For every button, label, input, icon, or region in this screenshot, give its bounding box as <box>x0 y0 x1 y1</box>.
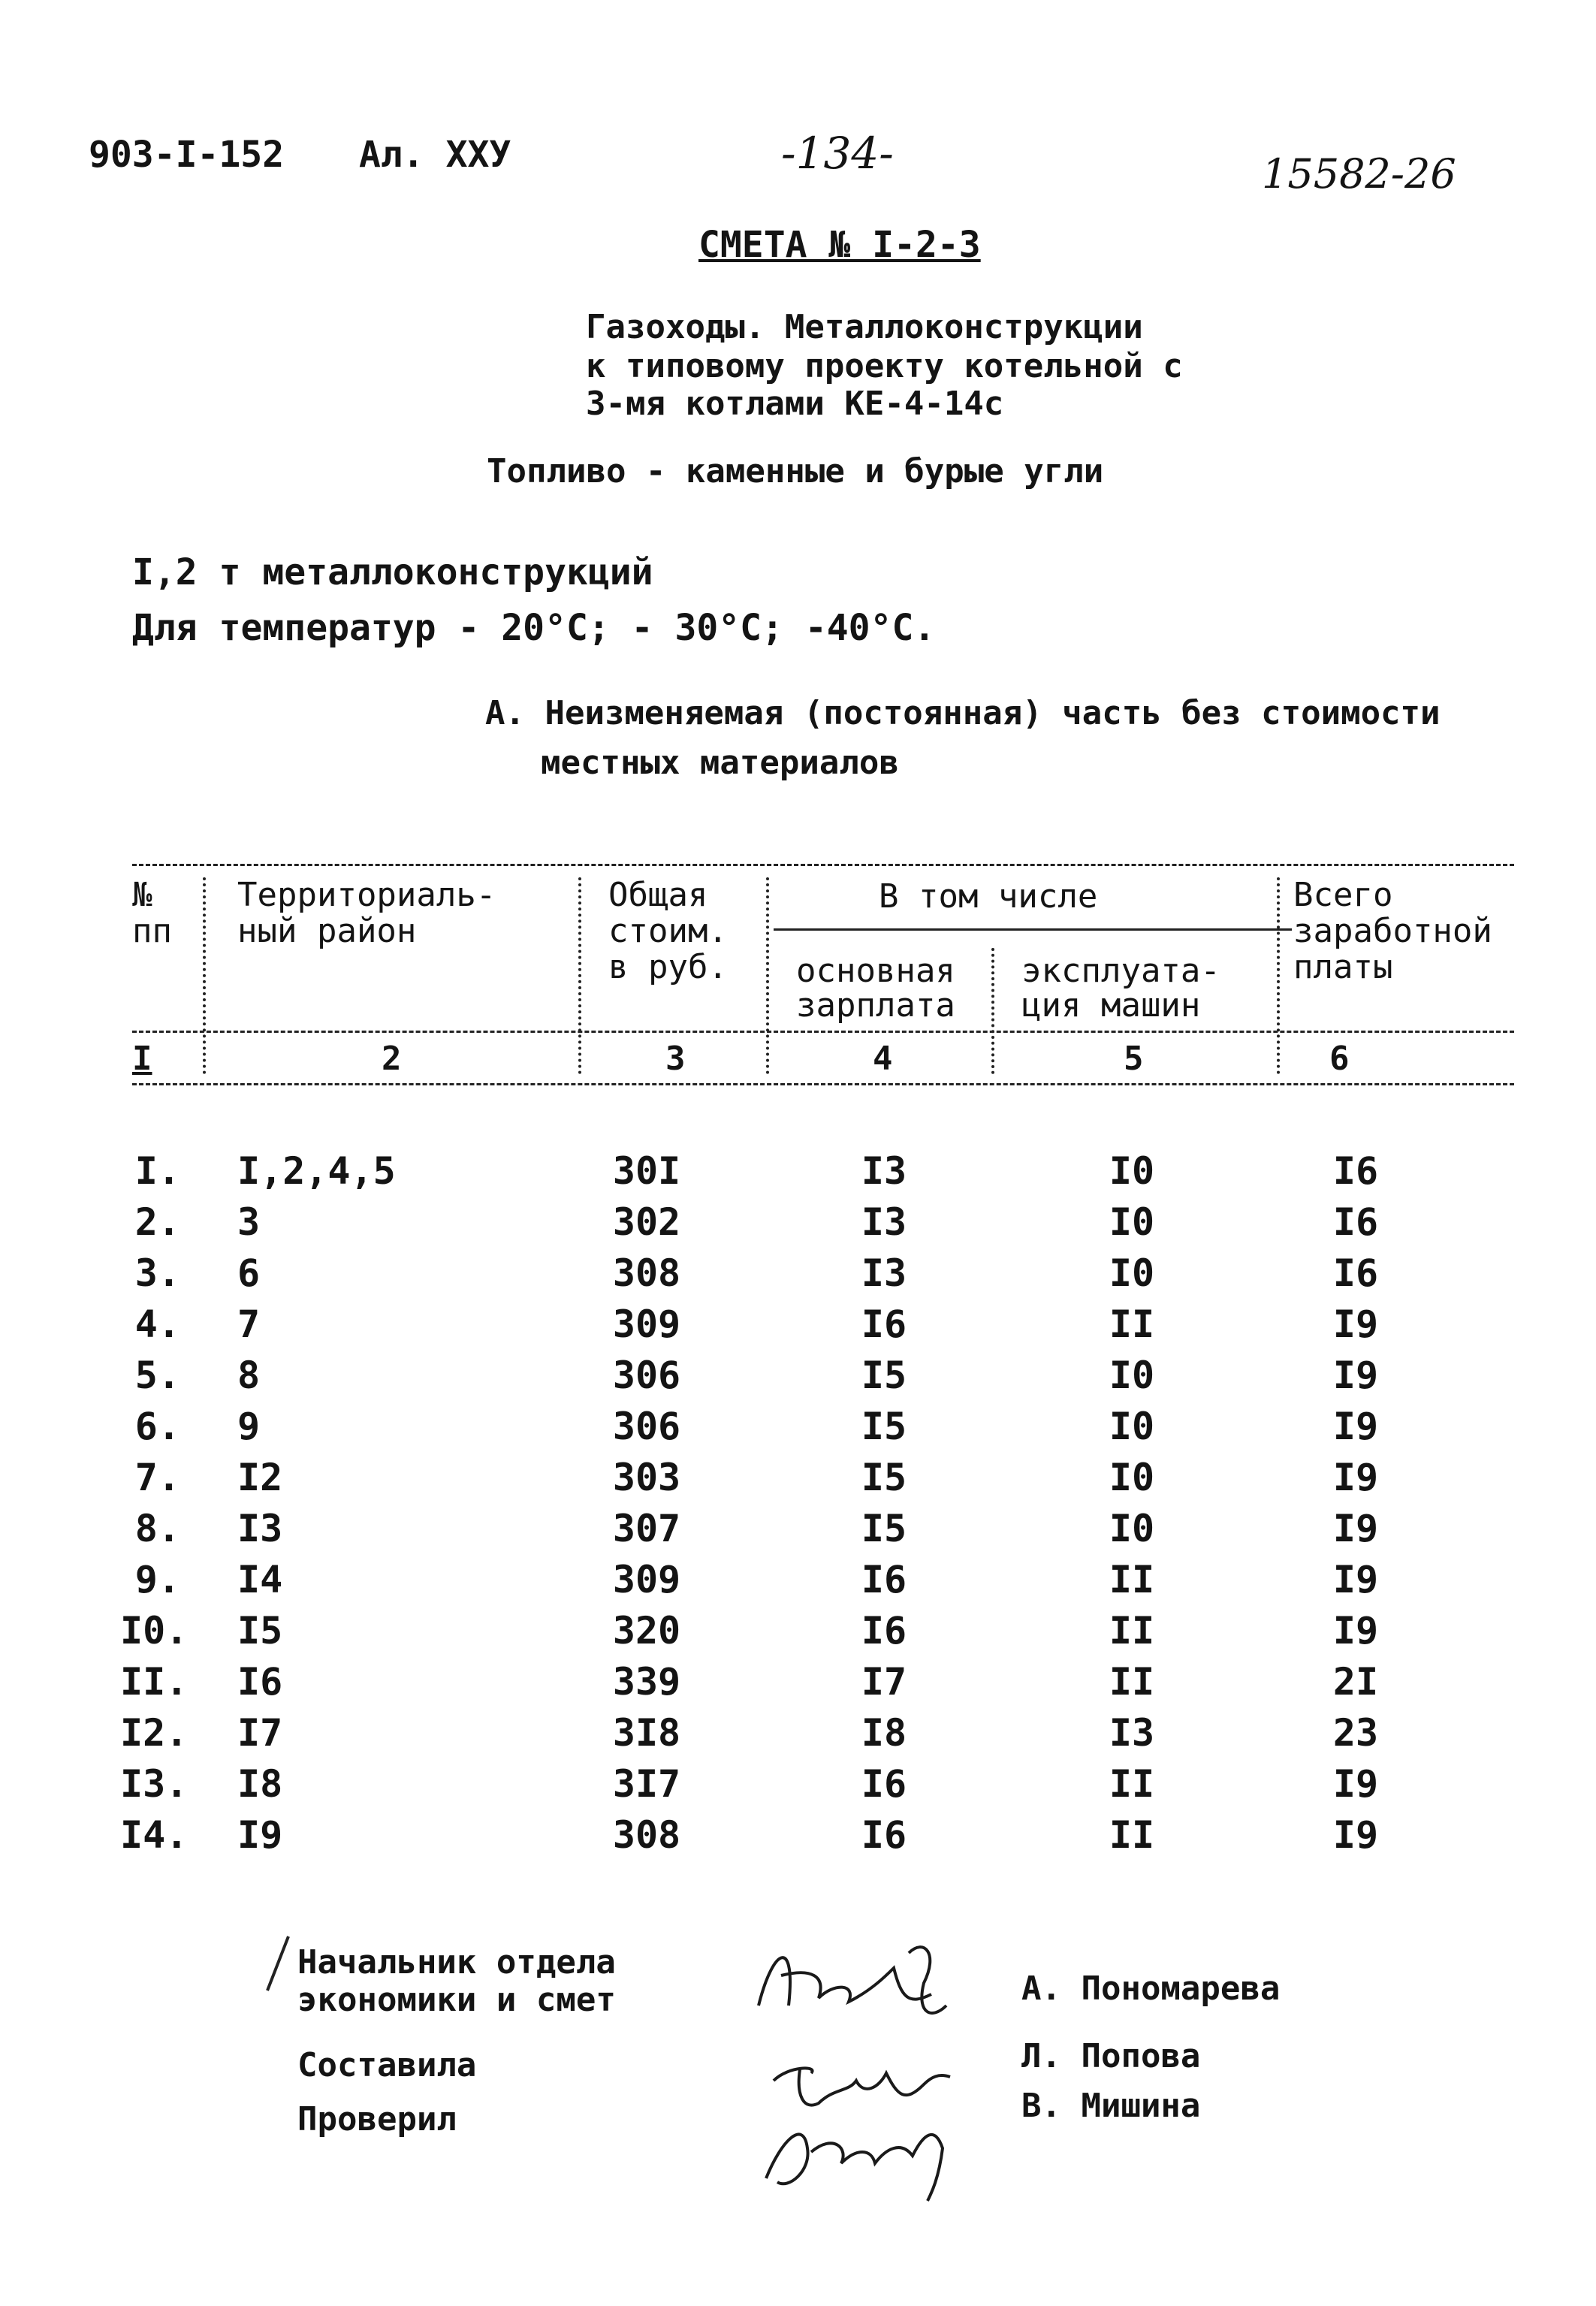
table-row: II. I6 339 I7 II 2I <box>120 1660 1379 1704</box>
table-row: I0. I5 320 I6 II I9 <box>120 1609 1379 1653</box>
album-number: Ал. XXУ <box>359 134 511 176</box>
name-1: А. Пономарева <box>1021 1969 1281 2008</box>
mass-line: I,2 т металлоконструкций <box>132 551 653 593</box>
role-checked: Проверил <box>297 2100 457 2138</box>
table-row: 2. 3 302 I3 I0 I6 <box>134 1200 1379 1244</box>
handwritten-signatures <box>744 1923 969 2208</box>
header-group-label: В том числе <box>879 877 1098 916</box>
subject-line-3: 3-мя котлами КЕ-4-14с <box>586 385 1004 423</box>
column-number-rule <box>132 1083 1514 1085</box>
header-separator <box>766 877 769 1074</box>
table-row: 7. I2 303 I5 I0 I9 <box>134 1456 1379 1499</box>
fuel-line: Топливо - каменные и бурые угли <box>487 452 1104 490</box>
archive-number: 15582-26 <box>1262 150 1456 198</box>
doc-code: 903-I-152 <box>89 134 285 176</box>
subject-line-1: Газоходы. Металлоконструкции <box>586 308 1143 346</box>
name-2: Л. Попова <box>1021 2037 1201 2075</box>
table-top-rule <box>132 864 1514 866</box>
table-row: I4. I9 308 I6 II I9 <box>120 1813 1379 1857</box>
slash-mark <box>263 1933 293 1994</box>
header-col-region: Территориаль- ный район <box>237 876 496 950</box>
column-number-1: I <box>132 1040 152 1078</box>
table-row: 3. 6 308 I3 I0 I6 <box>134 1251 1379 1295</box>
header-separator <box>203 877 206 1074</box>
role-compiled: Составила <box>297 2046 477 2084</box>
table-row: 9. I4 309 I6 II I9 <box>134 1558 1379 1601</box>
header-group-rule <box>774 928 1292 931</box>
section-line-2: местных материалов <box>541 744 899 782</box>
header-col-total: Общая стоим. в руб. <box>608 876 728 986</box>
table-row: 8. I3 307 I5 I0 I9 <box>134 1507 1379 1550</box>
column-number-3: 3 <box>665 1040 686 1078</box>
column-number-2: 2 <box>382 1040 402 1078</box>
header-separator <box>991 948 994 1074</box>
table-row: I3. I8 3I7 I6 II I9 <box>120 1762 1379 1806</box>
table-row: 6. 9 306 I5 I0 I9 <box>134 1405 1379 1448</box>
subject-line-2: к типовому проекту котельной с <box>586 347 1183 385</box>
role-head-of-department: Начальник отдела экономики и смет <box>297 1943 616 2019</box>
section-line-1: А. Неизменяемая (постоянная) часть без стоимости <box>485 694 1441 732</box>
header-col-number: № пп <box>132 876 172 950</box>
header-separator <box>578 877 581 1074</box>
column-number-5: 5 <box>1124 1040 1144 1078</box>
name-3: В. Мишина <box>1021 2087 1201 2125</box>
smeta-title: СМЕТА № I-2-3 <box>698 224 981 266</box>
header-col-machines: эксплуата- ция машин <box>1021 952 1220 1025</box>
table-row: 4. 7 309 I6 II I9 <box>134 1302 1379 1346</box>
page-number: -134- <box>781 128 894 179</box>
table-row: I2. I7 3I8 I8 I3 23 <box>120 1711 1379 1755</box>
header-bottom-rule <box>132 1031 1514 1033</box>
column-number-4: 4 <box>873 1040 893 1078</box>
header-col-salary: основная зарплата <box>796 952 955 1025</box>
header-col-wages: Всего заработной платы <box>1293 876 1492 986</box>
column-number-6: 6 <box>1329 1040 1350 1078</box>
temperature-line: Для температур - 20°С; - 30°С; -40°С. <box>132 607 936 649</box>
header-separator <box>1277 877 1280 1074</box>
table-row: 5. 8 306 I5 I0 I9 <box>134 1354 1379 1397</box>
table-row: I. I,2,4,5 30I I3 I0 I6 <box>134 1149 1379 1193</box>
